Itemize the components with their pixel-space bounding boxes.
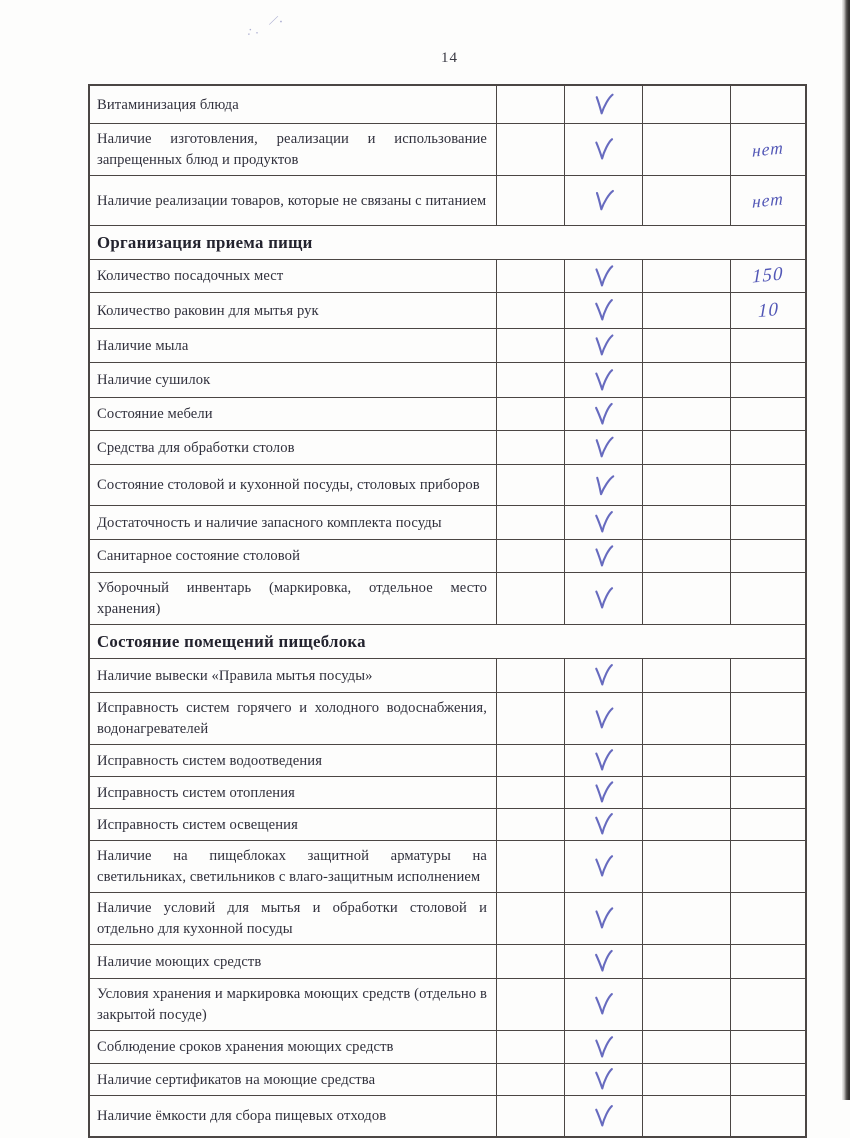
handwritten-checkmark-icon <box>592 585 614 611</box>
handwritten-checkmark-icon <box>593 1103 615 1129</box>
check-cell <box>565 1064 643 1095</box>
checklist-row <box>90 693 805 745</box>
note-cell <box>731 573 805 624</box>
check-cell <box>565 893 643 944</box>
note-cell <box>731 176 805 225</box>
checklist-row <box>90 1031 805 1064</box>
item-label: Исправность систем отопления <box>97 784 295 801</box>
section-title-cell <box>90 625 805 658</box>
empty-cell <box>643 693 731 744</box>
empty-cell <box>643 398 731 430</box>
handwritten-checkmark-icon <box>593 298 615 324</box>
item-label: Состояние столовой и кухонной посуды, столовых приборов <box>97 477 480 493</box>
item-label-cell <box>90 659 497 692</box>
check-cell <box>565 176 643 225</box>
empty-cell <box>497 809 565 840</box>
item-label-cell <box>90 841 497 892</box>
empty-cell <box>497 431 565 464</box>
section-header-row <box>90 226 805 260</box>
checklist-row <box>90 893 805 945</box>
empty-cell <box>497 124 565 175</box>
check-cell <box>565 363 643 397</box>
handwritten-note: нет <box>752 188 784 212</box>
handwritten-checkmark-icon <box>592 263 615 289</box>
handwritten-checkmark-icon <box>592 91 615 118</box>
handwritten-note: 150 <box>752 263 784 288</box>
checklist-row <box>90 124 805 176</box>
empty-cell <box>497 693 565 744</box>
handwritten-checkmark-icon <box>593 510 615 536</box>
checklist-table <box>88 84 807 1138</box>
checklist-row <box>90 329 805 363</box>
note-cell <box>731 809 805 840</box>
empty-cell <box>497 1096 565 1136</box>
item-label: Наличие на пищеблоках защитной арматуры на светильниках, светильников с влаго-защитным исполнением <box>97 848 487 885</box>
note-cell <box>731 693 805 744</box>
item-label-cell <box>90 1096 497 1136</box>
item-label: Исправность систем водоотведения <box>97 752 323 769</box>
empty-cell <box>497 176 565 225</box>
empty-cell <box>497 659 565 692</box>
handwritten-checkmark-icon <box>592 747 614 773</box>
empty-cell <box>497 363 565 397</box>
note-cell <box>731 260 805 292</box>
handwritten-checkmark-icon <box>592 853 614 879</box>
note-cell <box>731 979 805 1030</box>
item-label: Санитарное состояние столовой <box>97 548 300 564</box>
handwritten-checkmark-icon <box>592 1034 614 1060</box>
empty-cell <box>643 777 731 808</box>
note-cell <box>731 363 805 397</box>
note-cell <box>731 506 805 539</box>
checklist-row <box>90 809 805 841</box>
empty-cell <box>643 841 731 892</box>
empty-cell <box>497 329 565 362</box>
item-label: Количество раковин для мытья рук <box>97 302 319 319</box>
empty-cell <box>643 540 731 572</box>
empty-cell <box>643 659 731 692</box>
checklist-row <box>90 945 805 979</box>
checklist-row <box>90 659 805 693</box>
scanner-edge-shadow <box>842 0 850 1100</box>
item-label: Уборочный инвентарь (маркировка, отдельное место хранения) <box>97 580 487 617</box>
note-cell <box>731 841 805 892</box>
item-label-cell <box>90 745 497 776</box>
empty-cell <box>643 1096 731 1136</box>
handwritten-checkmark-icon <box>593 812 615 838</box>
section-title: Организация приема пищи <box>97 233 313 252</box>
checklist-row <box>90 506 805 540</box>
note-cell <box>731 124 805 175</box>
note-cell <box>731 745 805 776</box>
empty-cell <box>497 945 565 978</box>
item-label: Соблюдение сроков хранения моющих средств <box>97 1039 394 1055</box>
note-cell <box>731 893 805 944</box>
check-cell <box>565 777 643 808</box>
checklist-row <box>90 540 805 573</box>
item-label-cell <box>90 693 497 744</box>
item-label: Наличие сертификатов на моющие средства <box>97 1071 376 1088</box>
checklist-row <box>90 431 805 465</box>
handwritten-note: нет <box>752 137 784 161</box>
handwritten-checkmark-icon <box>593 663 615 689</box>
note-cell <box>731 1031 805 1063</box>
check-cell <box>565 465 643 505</box>
item-label: Средства для обработки столов <box>97 439 295 456</box>
item-label: Наличие изготовления, реализации и использование запрещенных блюд и продуктов <box>97 131 487 168</box>
note-cell <box>731 777 805 808</box>
handwritten-checkmark-icon <box>593 401 614 426</box>
item-label-cell <box>90 979 497 1030</box>
checklist-row <box>90 260 805 293</box>
handwritten-note: 10 <box>757 298 779 322</box>
empty-cell <box>643 124 731 175</box>
item-label-cell <box>90 465 497 505</box>
item-label-cell <box>90 86 497 123</box>
checklist-row <box>90 293 805 329</box>
note-cell <box>731 329 805 362</box>
note-cell <box>731 398 805 430</box>
checklist-row <box>90 979 805 1031</box>
item-label-cell <box>90 893 497 944</box>
empty-cell <box>643 329 731 362</box>
handwritten-checkmark-icon <box>592 136 614 162</box>
empty-cell <box>643 363 731 397</box>
empty-cell <box>643 260 731 292</box>
item-label: Наличие мыла <box>97 337 189 354</box>
item-label: Наличие вывески «Правила мытья посуды» <box>97 667 373 684</box>
item-label-cell <box>90 1064 497 1095</box>
handwritten-checkmark-icon <box>592 905 615 931</box>
check-cell <box>565 506 643 539</box>
checklist-row <box>90 777 805 809</box>
item-label: Наличие моющих средств <box>97 953 262 970</box>
item-label-cell <box>90 431 497 464</box>
item-label-cell <box>90 293 497 328</box>
checklist-row <box>90 465 805 506</box>
empty-cell <box>643 1064 731 1095</box>
checklist-row <box>90 86 805 124</box>
note-cell <box>731 1064 805 1095</box>
handwritten-checkmark-icon <box>593 992 615 1018</box>
ink-speck: ∕ · <box>270 13 285 31</box>
item-label-cell <box>90 124 497 175</box>
section-header-row <box>90 625 805 659</box>
empty-cell <box>643 506 731 539</box>
check-cell <box>565 398 643 430</box>
handwritten-checkmark-icon <box>592 434 615 461</box>
page-number: 14 <box>441 50 458 66</box>
checklist-row <box>90 1064 805 1096</box>
check-cell <box>565 293 643 328</box>
empty-cell <box>497 841 565 892</box>
empty-cell <box>497 777 565 808</box>
note-cell <box>731 540 805 572</box>
empty-cell <box>497 398 565 430</box>
item-label: Наличие ёмкости для сбора пищевых отходов <box>97 1108 387 1124</box>
item-label-cell <box>90 540 497 572</box>
handwritten-checkmark-icon <box>592 705 615 732</box>
check-cell <box>565 745 643 776</box>
item-label: Исправность систем освещения <box>97 816 298 833</box>
check-cell <box>565 260 643 292</box>
check-cell <box>565 431 643 464</box>
empty-cell <box>643 809 731 840</box>
item-label-cell <box>90 777 497 808</box>
empty-cell <box>497 745 565 776</box>
check-cell <box>565 693 643 744</box>
handwritten-checkmark-icon <box>591 187 615 215</box>
item-label: Витаминизация блюда <box>97 96 239 113</box>
handwritten-checkmark-icon <box>593 1067 615 1093</box>
note-cell <box>731 293 805 328</box>
item-label-cell <box>90 809 497 840</box>
check-cell <box>565 540 643 572</box>
empty-cell <box>643 745 731 776</box>
item-label-cell <box>90 176 497 225</box>
note-cell <box>731 945 805 978</box>
checklist-row <box>90 1096 805 1136</box>
checklist-row <box>90 745 805 777</box>
item-label-cell <box>90 329 497 362</box>
handwritten-checkmark-icon <box>593 949 614 974</box>
checklist-row <box>90 573 805 625</box>
item-label: Состояние мебели <box>97 406 213 422</box>
note-cell <box>731 465 805 505</box>
empty-cell <box>643 893 731 944</box>
handwritten-checkmark-icon <box>591 471 616 499</box>
empty-cell <box>643 431 731 464</box>
note-cell <box>731 1096 805 1136</box>
empty-cell <box>643 293 731 328</box>
empty-cell <box>497 506 565 539</box>
empty-cell <box>497 260 565 292</box>
empty-cell <box>497 1064 565 1095</box>
note-cell <box>731 86 805 123</box>
item-label: Наличие условий для мытья и обработки столовой и отдельно для кухонной посуды <box>97 900 487 937</box>
check-cell <box>565 809 643 840</box>
empty-cell <box>643 573 731 624</box>
checklist-row <box>90 176 805 226</box>
empty-cell <box>497 893 565 944</box>
check-cell <box>565 945 643 978</box>
handwritten-checkmark-icon <box>592 779 615 805</box>
item-label: Наличие сушилок <box>97 372 211 388</box>
section-title-cell <box>90 226 805 259</box>
item-label: Исправность систем горячего и холодного водоснабжения, водонагревателей <box>97 700 487 737</box>
item-label: Наличие реализации товаров, которые не связаны с питанием <box>97 192 487 209</box>
checklist-row <box>90 398 805 431</box>
check-cell <box>565 124 643 175</box>
checklist-row <box>90 363 805 398</box>
item-label-cell <box>90 945 497 978</box>
note-cell <box>731 431 805 464</box>
checklist-row <box>90 841 805 893</box>
empty-cell <box>643 86 731 123</box>
item-label-cell <box>90 1031 497 1063</box>
handwritten-checkmark-icon <box>592 543 615 569</box>
empty-cell <box>497 979 565 1030</box>
item-label-cell <box>90 363 497 397</box>
item-label-cell <box>90 260 497 292</box>
empty-cell <box>497 86 565 123</box>
note-cell <box>731 659 805 692</box>
check-cell <box>565 86 643 123</box>
check-cell <box>565 573 643 624</box>
empty-cell <box>497 465 565 505</box>
check-cell <box>565 841 643 892</box>
handwritten-checkmark-icon <box>592 367 614 393</box>
item-label-cell <box>90 573 497 624</box>
item-label: Количество посадочных мест <box>97 268 284 284</box>
item-label: Достаточность и наличие запасного комплекта посуды <box>97 514 442 531</box>
handwritten-checkmark-icon <box>592 332 615 359</box>
empty-cell <box>497 573 565 624</box>
item-label-cell <box>90 506 497 539</box>
empty-cell <box>643 979 731 1030</box>
empty-cell <box>497 1031 565 1063</box>
check-cell <box>565 659 643 692</box>
item-label-cell <box>90 398 497 430</box>
check-cell <box>565 979 643 1030</box>
empty-cell <box>643 1031 731 1063</box>
ink-speck: : · <box>246 22 262 41</box>
section-title: Состояние помещений пищеблока <box>97 632 366 651</box>
check-cell <box>565 329 643 362</box>
empty-cell <box>497 293 565 328</box>
check-cell <box>565 1031 643 1063</box>
item-label: Условия хранения и маркировка моющих средств (отдельно в закрытой посуде) <box>97 986 487 1023</box>
empty-cell <box>643 465 731 505</box>
empty-cell <box>643 945 731 978</box>
empty-cell <box>497 540 565 572</box>
empty-cell <box>643 176 731 225</box>
check-cell <box>565 1096 643 1136</box>
